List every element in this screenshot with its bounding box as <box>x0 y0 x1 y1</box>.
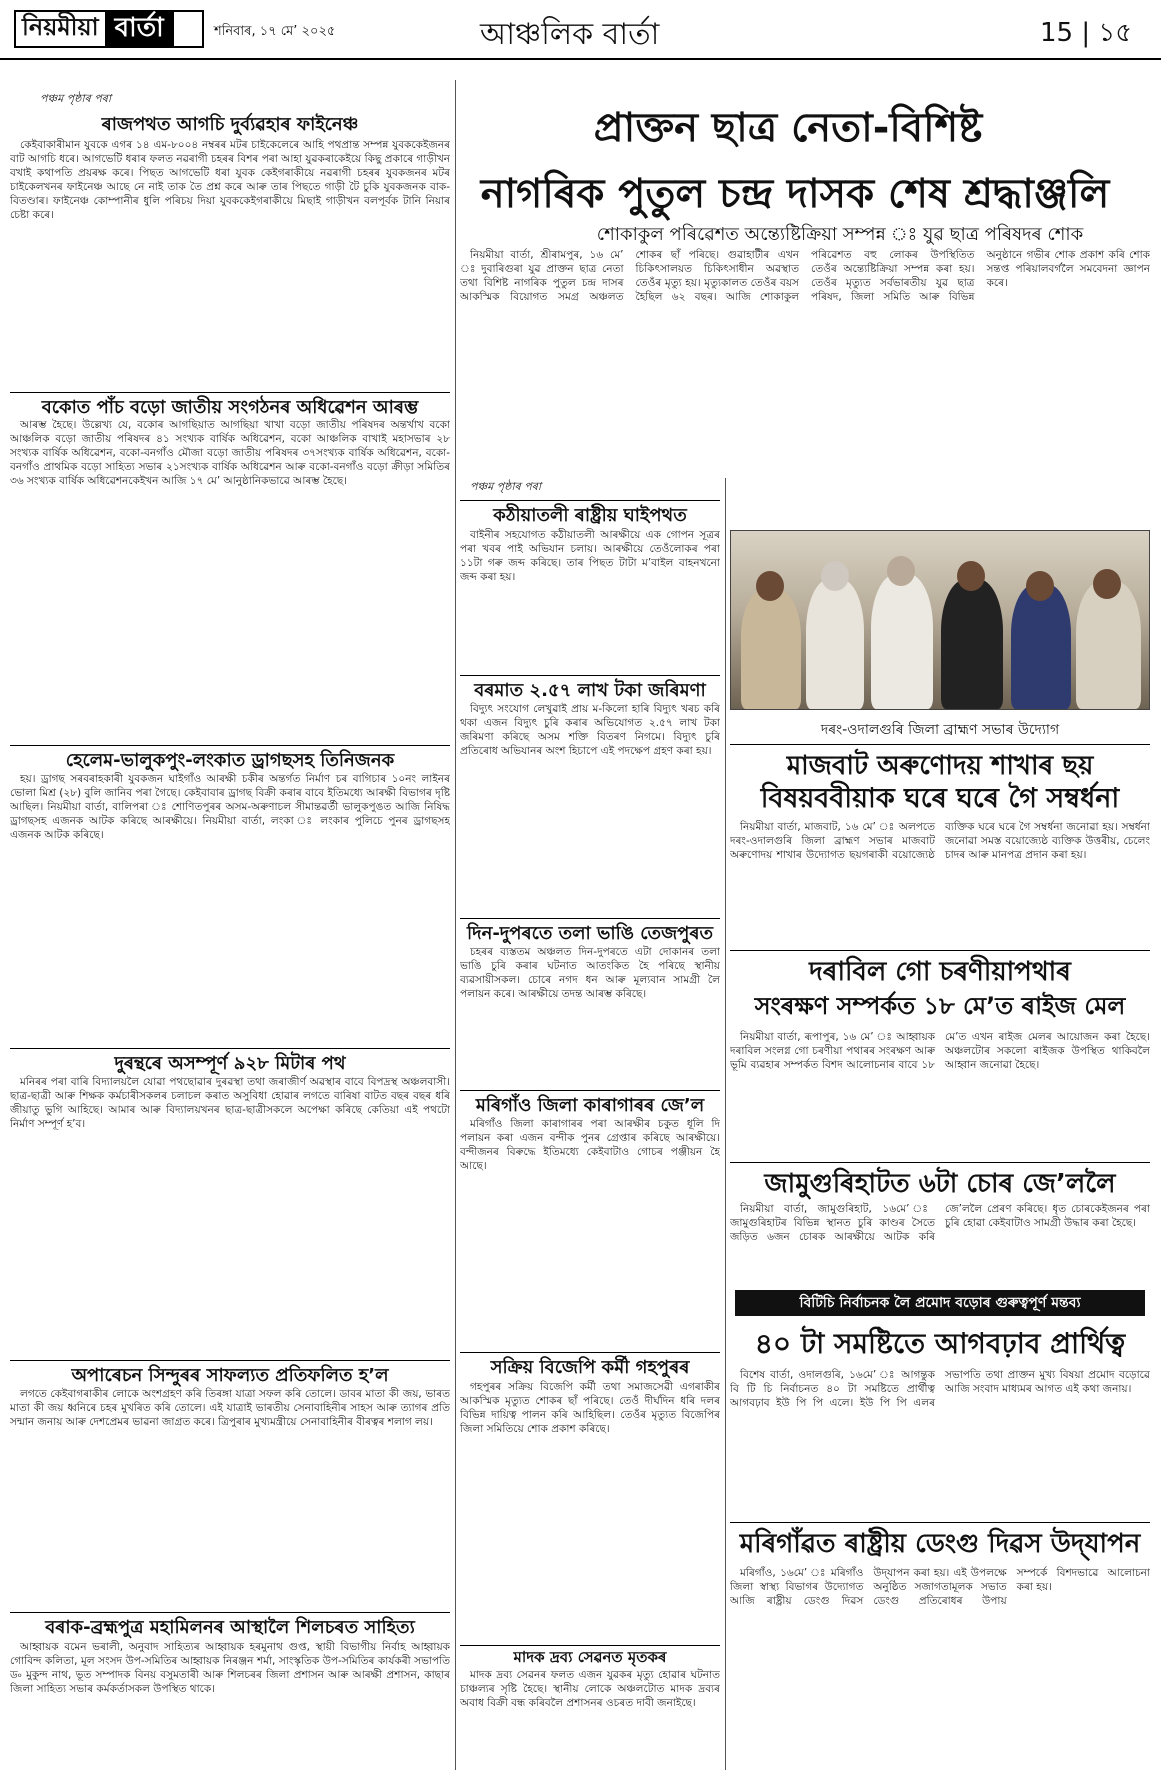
masthead <box>0 0 1161 60</box>
article-text: মৰিগাঁও, ১৬মে’ ঃ মৰিগাঁও জিলা স্বাস্থ্য বিভাগৰ উদ্যোগত আজি ৰাষ্ট্ৰীয় ডেংগু দিৱস উদ্‌যাপন কৰা হয়। এই উপলক্ষে অনুষ্ঠিত সজাগতামূলক সভাত ডেংগু প্ৰতিৰোধৰ উপায় সম্পৰ্কে বিশদভাৱে আলোচনা কৰা হয়। <box>730 1567 1150 1607</box>
article-text: বিশেষ বাৰ্তা, ওদালগুৰি, ১৬মে’ ঃ আগন্তুক বি টি চি নিৰ্বাচনত ৪০ টা সমষ্টিতে প্ৰাৰ্থীত্ব আগবঢ়াব ইউ পি পি এলে। ইউ পি পি এলৰ সভাপতি তথা প্ৰাক্তন মুখ্য বিষয়া প্ৰমোদ বড়োৱে আজি সংবাদ মাধ্যমৰ আগত এই কথা জনায়। <box>730 1369 1150 1409</box>
headline[interactable]: মৰিগাঁৱত ৰাষ্ট্ৰীয় ডেংগু দিৱস উদ্‌যাপন <box>730 1522 1150 1567</box>
headline[interactable]: বৰমাত ২.৫৭ লাখ টকা জৰিমণা <box>460 675 720 707</box>
article-body <box>730 1566 1150 1766</box>
article-body <box>730 1368 1150 1516</box>
headline[interactable]: দৰাবিল গো চৰণীয়াপথাৰ <box>730 950 1150 995</box>
article-body <box>460 1380 720 1640</box>
article-body <box>10 418 450 738</box>
article-text: হয়। ড্ৰাগছ সৰবৰাহকাৰী যুবকজন ঘাইগাঁও আৰক্ষী চকীৰ অন্তৰ্গত নিৰ্মাণ চৰ বাগিচাৰ ১০নং লাইনৰ ভোলা মিশ্ৰ (২৮) বুলি জানিব পৰা গৈছে। কেইবাবাৰ ড্ৰাগছ বিক্ৰী কৰাৰ বাবে ইতিমধ্যে আৰক্ষী বিভাগৰ দৃষ্টি আছিল। নিয়মীয়া বাৰ্তা, বালিপৰা ঃ শোণিতপুৰৰ অসম-অৰুণাচল সীমান্তৱৰ্তী ভালুকপুঙত আজি নিষিদ্ধ ড্ৰাগছসহ এজনক আটক কৰিছে আৰক্ষীয়ে। নিয়মীয়া বাৰ্তা, লংকা ঃ লংকাৰ পুলিচে পুনৰ ড্ৰাগছসহ এজনক আটক কৰিছে। <box>10 773 450 841</box>
article-text: নিয়মীয়া বাৰ্তা, ৰূপাপুৰ, ১৬ মে’ ঃ আহ্বায়ক দৰাবিল সংলগ্ন গো চৰণীয়া পথাৰৰ সংৰক্ষণ আৰু ভূমি ব্যৱহাৰ সম্পৰ্কত বিশদ আলোচনাৰ বাবে ১৮ মে’ত এখন ৰাইজ মেলৰ আয়োজন কৰা হৈছে। অঞ্চলটোৰ সকলো ৰাইজক উপস্থিত থাকিবলৈ আহ্বান জনোৱা হৈছে। <box>730 1031 1150 1071</box>
article-body <box>10 1075 450 1355</box>
headline[interactable]: বকোত পাঁচ বড়ো জাতীয় সংগঠনৰ অধিৱেশন আৰম্ভ <box>10 392 450 424</box>
article-body <box>460 945 720 1085</box>
headline[interactable]: বৰাক-ব্ৰহ্মপুত্ৰ মহামিলনৰ আস্থালৈ শিলচৰত সাহিত্য <box>10 1612 450 1644</box>
lead-headline-line-1[interactable]: প্ৰাক্তন ছাত্ৰ নেতা-বিশিষ্ট <box>593 105 983 151</box>
article-text: বাইনীৰ সহযোগত কঠীয়াতলী আৰক্ষীয়ে এক গোপন সূত্ৰৰ পৰা খবৰ পাই অভিযান চলায়। আৰক্ষীয়ে তেওঁলোকৰ পৰা ১১টা গৰু জব্দ কৰিছে। তাৰ পিছত টাটা ম’বাইল বাহনখনো জব্দ কৰা হয়। <box>460 529 720 583</box>
headline[interactable]: সক্ৰিয় বিজেপি কৰ্মী গহপুৰৰ <box>460 1352 720 1384</box>
headline-line-2[interactable]: সংৰক্ষণ সম্পৰ্কত ১৮ মে’ত ৰাইজ মেল <box>754 992 1126 1020</box>
article-body <box>10 1387 450 1607</box>
news-photo[interactable] <box>730 530 1150 710</box>
headline[interactable]: দিন-দুপৰতে তলা ভাঙি তেজপুৰত <box>460 918 720 950</box>
article-text: চহৰৰ ব্যস্ততম অঞ্চলত দিন-দুপৰতে এটা দোকানৰ তলা ভাঙি চুৰি কৰাৰ ঘটনাত আতংকিত হৈ পৰিছে স্থানীয় ব্যৱসায়ীসকল। চোৰে নগদ ধন আৰু মূল্যবান সামগ্ৰী লৈ পলায়ন কৰে। আৰক্ষীয়ে তদন্ত আৰম্ভ কৰিছে। <box>460 946 720 1000</box>
headline[interactable]: কঠীয়াতলী ৰাষ্ট্ৰীয় ঘাইপথত <box>460 500 720 532</box>
article-body <box>10 1640 450 1770</box>
headline[interactable]: মাদক দ্ৰব্য সেৱনত মৃতকৰ <box>460 1645 720 1671</box>
article-text: বিদ্যুৎ সংযোগ লেখুৱাই প্ৰায় ম-কিলো হাৰি বিদ্যুৎ খৰচ কৰি থকা এজন বিদ্যুৎ চুৰি কৰাৰ অভিযোগত ২.৫৭ লাখ টকা জৰিমণা কৰিছে অসম শক্তি বিতৰণ নিগমে। বিদ্যুৎ চুৰি প্ৰতিৰোধ অভিযানৰ অংশ হিচাপে এই পদক্ষেপ গ্ৰহণ কৰা হয়। <box>460 703 720 757</box>
section-title: আঞ্চলিক বাৰ্তা <box>480 17 660 52</box>
article-text: গহপুৰৰ সক্ৰিয় বিজেপি কৰ্মী তথা সমাজসেৱী এগৰাকীৰ আকস্মিক মৃত্যুত শোকৰ ছাঁ পৰিছে। তেওঁ দীৰ্ঘদিন ধৰি দলৰ বিভিন্ন দায়িত্ব পালন কৰি আহিছিল। তেওঁৰ মৃত্যুত বিজেপিৰ জিলা সমিতিয়ে শোক প্ৰকাশ কৰিছে। <box>460 1381 720 1435</box>
column-divider <box>455 80 456 1770</box>
page-number: 15 | ১৫ <box>1040 18 1133 48</box>
headline[interactable]: জামুগুৰিহাটত ৬টা চোৰ জে’ললৈ <box>730 1162 1150 1207</box>
column-divider <box>725 478 726 1770</box>
continued-tag: পঞ্চম পৃষ্ঠাৰ পৰা <box>40 92 112 105</box>
article-text: মৰিগাঁও জিলা কাৰাগাৰৰ পৰা আৰক্ষীৰ চকুত ধূলি দি পলায়ন কৰা এজন বন্দীক পুনৰ গ্ৰেপ্তাৰ কৰিছে আৰক্ষীয়ে। বন্দীজনৰ বিৰুদ্ধে ইতিমধ্যে কেইবাটাও গোচৰ পঞ্জীয়ন হৈ আছে। <box>460 1118 720 1172</box>
article-text: কেইবাকাৰীমান যুবকে এগৰ ১৪ এম-৮০০৪ নম্বৰৰ মটৰ চাইকেলেৰে আহি পথপ্ৰান্ত সম্পন্ন যুবককেইজনৰ বাট আগচি ধৰে। আগভেটি ধৰাৰ ফলত নৱৰাগী চহৰৰ বিশৰ পৰা আহা যুৱকৰাকেইয়ে কিছু প্ৰকাৰে গাড়ীখন বখাই কথাপতি প্ৰয়ৰক্ষ কৰে। পিছত আগভেটি ধৰা যুবক কেইগৰাকীয়ে নৱৰাগী চহৰৰ যুবকজনৰ মটৰ চাইকেলখনৰ ফাইনেঞ্চ আছে নে নাই তাক তৈ প্ৰশ্ন কৰে আৰু তাৰ পিছতে গাড়ী টৈ চুকি যুবকজনক বাক-বিতণ্ডাৰ। ফাইনেঞ্চ কোম্পানীৰ ধুলি পৰিচয় দিয়া যুবককেইগৰাকীয়ে মিছাই গাড়ীখন বলপূৰ্বক টানি নিয়াৰ চেষ্টা কৰে। <box>10 139 450 221</box>
article-body <box>730 1030 1150 1155</box>
newspaper-logo[interactable] <box>14 10 204 48</box>
photo-caption: দৰং-ওদালগুৰি জিলা ব্ৰাহ্মণ সভাৰ উদ্যোগ <box>820 722 1060 738</box>
headline[interactable]: ৰাজপথত আগচি দুৰ্ব্যৱহাৰ ফাইনেঞ্চ <box>101 114 359 135</box>
lead-article-body <box>460 248 1150 468</box>
article-text: নিয়মীয়া বাৰ্তা, জামুগুৰিহাট, ১৬মে’ ঃ জামুগুৰিহাটৰ বিভিন্ন স্থানত চুৰি কাণ্ডৰ সৈতে জড়িত ৬জন চোৰক আৰক্ষীয়ে আটক কৰি জে’ললৈ প্ৰেৰণ কৰিছে। ধৃত চোৰকেইজনৰ পৰা চুৰি হোৱা কেইবাটাও সামগ্ৰী উদ্ধাৰ কৰা হৈছে। <box>730 1203 1150 1243</box>
headline[interactable]: ৪০ টা সমষ্টিতে আগবঢ়াব প্ৰাৰ্থিত্ব <box>754 1327 1126 1360</box>
article-text: লগতে কেইবাগৰাকীৰ লোকে অংশগ্ৰহণ কৰি তিৰঙ্গা যাত্ৰা সফল কৰি তোলে। ডাবৰ মাতা কী জয়, ভাৰত মাতা কী জয় ধ্বনিৰে চহৰ মুখৰিত কৰি তোলে। এই যাত্ৰাই ভাৰতীয় সেনাবাহিনীৰ সাহস আৰু ত্যাগৰ প্ৰতি সন্মান জনায় আৰু দেশপ্ৰেমৰ ভাৱনা জাগ্ৰত কৰে। ত্ৰিপুৰাৰ মুখ্যমন্ত্ৰীয়ে সেনাবাহিনীৰ বীৰত্বৰ শলাগ লয়। <box>10 1388 450 1428</box>
headline[interactable]: অপাৰেচন সিন্দুৰৰ সাফল্যত প্ৰতিফলিত হ’ল <box>10 1360 450 1392</box>
article-body <box>460 1668 720 1768</box>
article-text: আৰম্ভ হৈছে। উল্লেখ্য যে, বকোৰ আগছিয়াত আগছিয়া খাখা বড়ো জাতীয় পৰিষদৰ অন্তৰ্খাখ বকো আঞ্চলিক বড়ো জাতীয় পৰিষদৰ ৪১ সংখ্যক বাৰ্ষিক অধিৱেশন, বকো আঞ্চলিক বাখাই মহাসভাৰ ২৮ সংখ্যক বাৰ্ষিক অধিৱেশন, বকো-বনগাঁও মৌজা বড়ো জাতীয় পৰিষদৰ ৩৭সংখ্যক বাৰ্ষিক অধিৱেশন, বকো-বনগাঁও প্ৰাথমিক বড়ো সাহিত্য সভাৰ ২১সংখ্যক বাৰ্ষিক অধিৱেশন আৰু বকো-বনগাঁও বড়ো ক্ৰীড়া সমিতিৰ ৩৬ সংখ্যক বাৰ্ষিক অধিৱেশনকেইখন আজি ১৭ মে’ আনুষ্ঠানিকভাৱে আৰম্ভ হৈছে। <box>10 419 450 487</box>
article-body <box>460 528 720 668</box>
article-text: আহ্বায়ক বমেন ভৰালী, অনুবাদ সাহিত্যৰ আহ্বায়ক হৰমুনাথ গুপ্ত, স্থায়ী বিভাগীয় নিৰ্বাহ আহ্বায়ক গোবিন্দ কলিতা, মূল সংসদ উপ-সমিতিৰ আহ্বায়ক নিৰঞ্জন শৰ্মা, সাংস্কৃতিক উপ-সমিতিৰ কাৰ্যকৰী সভাপতি ড৹ মুকুন্দ নাথ, ভূত সম্পাদক বিনয় বসুমতাৰী আৰু শিলচৰৰ জিলা প্ৰশাসন আৰু আৰক্ষী প্ৰশাসন, কাছাৰ জিলা সাহিত্য সভাৰ কৰ্মকৰ্তাসকল উপস্থিত থাকে। <box>10 1641 450 1695</box>
article-body <box>460 702 720 912</box>
continued-tag: পঞ্চম পৃষ্ঠাৰ পৰা <box>470 480 542 493</box>
headline[interactable]: হেলেম-ভালুকপুং-লংকাত ড্ৰাগছসহ তিনিজনক <box>10 745 450 777</box>
article-text: মনিৰৰ পৰা বাৰি বিদ্যালয়লৈ যোৱা পথছোৱাৰ দুৰৱস্থা তথা জৰাজীৰ্ণ অৱস্থাৰ বাবে বিপদ্ৰস্থ অঞ্চলবাসী। ছাত্ৰ-ছাত্ৰী আৰু শিক্ষক কৰ্মচাৰীসকলৰ চলাচল কৰাত অসুবিধা হোৱাৰ লগতে বাৰিষা বাটত বছৰ বছৰ ধৰি জীয়াতু ভুগি আহিছে। আমাৰ আৰু বিদ্যালয়খনৰ ছাত্ৰ-ছাত্ৰীসকলে অপেক্ষা কৰিছে কেতিয়া এই পথটো নিৰ্মাণ সম্পূৰ্ণ হ’ব। <box>10 1076 450 1130</box>
article-body <box>10 138 450 388</box>
logo-part-2: বাৰ্তা <box>105 12 174 46</box>
article-body <box>10 772 450 1042</box>
article-text: মাদক দ্ৰব্য সেৱনৰ ফলত এজন যুৱকৰ মৃত্যু হোৱাৰ ঘটনাত চাঞ্চল্যৰ সৃষ্টি হৈছে। স্থানীয় লোকে অঞ্চলটোত মাদক দ্ৰব্যৰ অবাধ বিক্ৰী বন্ধ কৰিবলৈ প্ৰশাসনৰ ওচৰত দাবী জনাইছে। <box>460 1669 720 1709</box>
article-body <box>730 820 1150 940</box>
issue-date: শনিবাৰ, ১৭ মে’ ২০২৫ <box>214 24 336 39</box>
article-body <box>460 1117 720 1347</box>
article-text: নিয়মীয়া বাৰ্তা, শ্ৰীৰামপুৰ, ১৬ মে’ ঃ দুবাৰিগুৰা যুৱ প্ৰাক্তন ছাত্ৰ নেতা তথা বিশিষ্ট নাগৰিক পুতুল চন্দ্ৰ দাসৰ আকস্মিক বিয়োগত সমগ্ৰ অঞ্চলত শোকৰ ছাঁ পৰিছে। গুৱাহাটীৰ এখন চিকিৎসালয়ত চিকিৎসাধীন অৱস্থাত তেওঁৰ মৃত্যু হয়। মৃত্যুকালত তেওঁৰ বয়স হৈছিল ৬২ বছৰ। আজি শোকাকুল পৰিৱেশত বহু লোকৰ উপস্থিতিত তেওঁৰ অন্ত্যেষ্টিক্ৰিয়া সম্পন্ন কৰা হয়। তেওঁৰ মৃত্যুত সৰ্বভাৰতীয় যুৱ ছাত্ৰ পৰিষদ, জিলা সমিতি আৰু বিভিন্ন অনুষ্ঠানে গভীৰ শোক প্ৰকাশ কৰি শোক সন্তপ্ত পৰিয়ালবৰ্গলৈ সমবেদনা জ্ঞাপন কৰে। <box>460 249 1150 303</box>
headline[interactable]: মাজবাট অৰুণোদয় শাখাৰ ছয় <box>730 744 1150 789</box>
headline-line-2[interactable]: বিষয়ববীয়াক ঘৰে ঘৰে গৈ সম্বৰ্ধনা <box>760 783 1120 814</box>
article-text: নিয়মীয়া বাৰ্তা, মাজবাট, ১৬ মে’ ঃ অলপতে দৰং-ওদালগুৰি জিলা ব্ৰাহ্মণ সভাৰ মাজবাট অৰুণোদয় শাখাৰ উদ্যোগত ছয়গৰাকী বয়োজ্যেষ্ঠ ব্যক্তিক ঘৰে ঘৰে গৈ সম্বৰ্ধনা জনোৱা হয়। সম্বৰ্ধনা জনোৱা সমস্ত বয়োজ্যেষ্ঠ ব্যক্তিক উত্তৰীয়, চেলেং চাদৰ আৰু মানপত্ৰ প্ৰদান কৰা হয়। <box>730 821 1150 861</box>
banner: বিটিচি নিৰ্বাচনক লৈ প্ৰমোদ বড়োৰ গুৰুত্বপূৰ্ণ মন্তব্য <box>735 1290 1145 1316</box>
headline[interactable]: মৰিগাঁও জিলা কাৰাগাৰৰ জে’ল <box>460 1090 720 1122</box>
logo-part-1: নিয়মীয়া <box>22 13 99 41</box>
article-body <box>730 1202 1150 1282</box>
headline[interactable]: দুৰন্থৰে অসম্পূৰ্ণ ৯২৮ মিটাৰ পথ <box>10 1048 450 1080</box>
lead-subheadline: শোকাকুল পৰিৱেশত অন্ত্যেষ্টিক্ৰিয়া সম্পন্ন ঃ যুৱ ছাত্ৰ পৰিষদৰ শোক <box>596 224 1084 245</box>
lead-headline-line-2[interactable]: নাগৰিক পুতুল চন্দ্ৰ দাসক শেষ শ্ৰদ্ধাঞ্জলি <box>480 171 1110 217</box>
